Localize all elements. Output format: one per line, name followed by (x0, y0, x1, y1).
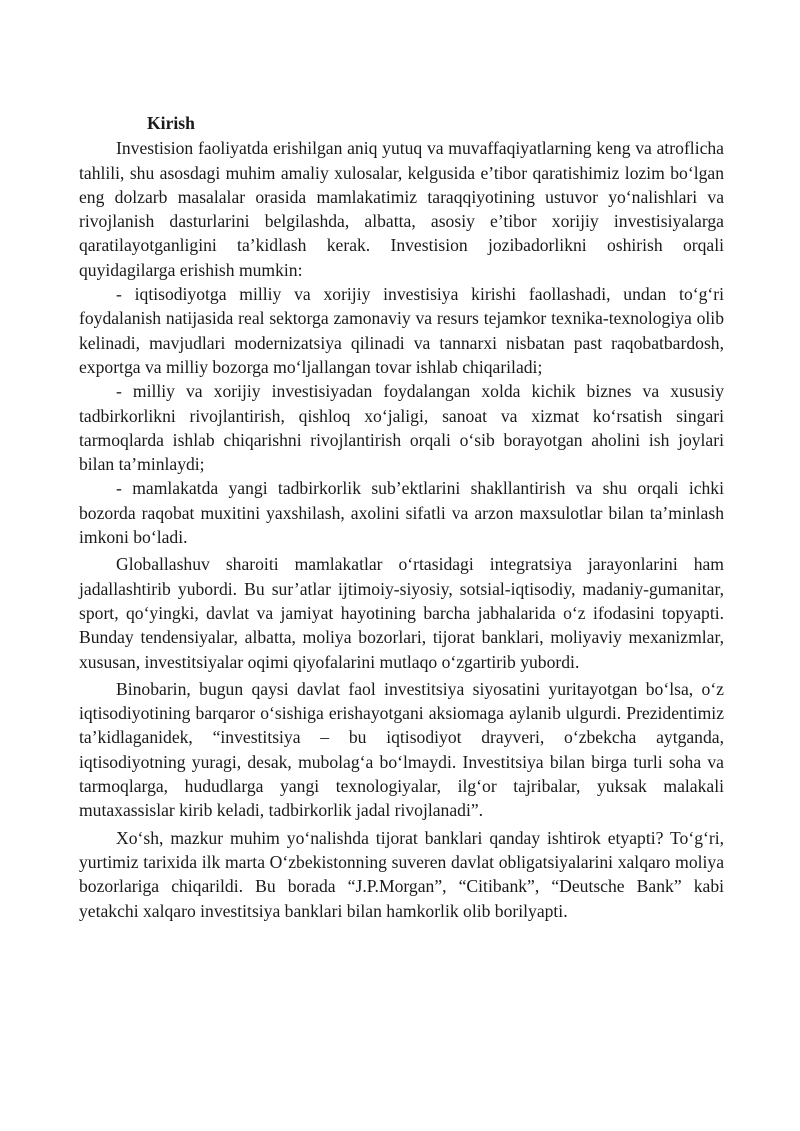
section-heading: Kirish (147, 113, 195, 133)
document-page (79, 111, 724, 923)
paragraph-bullet-2: - milliy va xorijiy investisiyadan foydalangan xolda kichik biznes va xususiy tadbirkorlikni rivojlantirish, qishloq xo‘jaligi, sanoat va xizmat ko‘rsatish singari tarmoqlarda ishlab chiqarishni rivojlantirish orqali o‘sib borayotgan aholini ish joylari bilan ta’minlaydi; (79, 381, 724, 475)
paragraph-bullet-3: - mamlakatda yangi tadbirkorlik sub’ektlarini shakllantirish va shu orqali ichki bozorda raqobat muxitini yaxshilash, axolini sifatli va arzon maxsulotlar bilan ta’minlash imkoni bo‘ladi. (79, 478, 724, 548)
paragraph-bullet-1: - iqtisodiyotga milliy va xorijiy investisiya kirishi faollashadi, undan to‘g‘ri foydalanish natijasida real sektorga zamonaviy va resurs tejamkor texnika-texnologiya olib kelinadi, mavjudlari modernizatsiya qilinadi va tannarxi nisbatan past raqobatbardosh, exportga va milliy bozorga mo‘ljallangan tovar ishlab chiqariladi; (79, 284, 724, 377)
paragraph-intro: Investision faoliyatda erishilgan aniq yutuq va muvaffaqiyatlarning keng va atroflicha tahlili, shu asosdagi muhim amaliy xulosalar, kelgusida e’tibor qaratishimiz lozim bo‘lgan eng dolzarb masalalar orasida mamlakatimiz taraqqiyotining ustuvor yo‘nalishlari va rivojlanish dasturlarini belgilashda, albatta, asosiy e’tibor xorijiy investisiyalarga qaratilayotganligini ta’kidlash kerak. Investision jozibadorlikni oshirish orqali quyidagilarga erishish mumkin: (79, 138, 724, 280)
paragraph-commercial-banks: Xo‘sh, mazkur muhim yo‘nalishda tijorat banklari qanday ishtirok etyapti? To‘g‘ri, yurtimiz tarixida ilk marta O‘zbekistonning suveren davlat obligatsiyalarini xalqaro moliya bozorlariga chiqarildi. Bu borada “J.P.Morgan”, “Citibank”, “Deutsche Bank” kabi yetakchi xalqaro investitsiya banklari bilan hamkorlik olib borilyapti. (79, 827, 724, 921)
paragraph-globalization: Globallashuv sharoiti mamlakatlar o‘rtasidagi integratsiya jarayonlarini ham jadallashtirib yubordi. Bu sur’atlar ijtimoiy-siyosiy, sotsial-iqtisodiy, madaniy-gumanitar, sport, qo‘yingki, davlat va jamiyat hayotining barcha jabhalarida o‘z ifodasini topyapti. Bunday tendensiyalar, albatta, moliya bozorlari, tijorat banklari, moliyaviy mexanizmlar, xususan, investitsiyalar oqimi qiyofalarini mutlaqo o‘zgartirib yubordi. (79, 554, 724, 672)
paragraph-investment-policy: Binobarin, bugun qaysi davlat faol investitsiya siyosatini yuritayotgan bo‘lsa, o‘z iqtisodiyotining barqaror o‘sishiga erishayotgani aksiomaga aylanib ulgurdi. Prezidentimiz ta’kidlaganidek, “investitsiya – bu iqtisodiyot drayveri, o‘zbekcha aytganda, iqtisodiyotning yuragi, desak, mubolag‘a bo‘lmaydi. Investitsiya bilan birga turli soha va tarmoqlarga, hududlarga yangi texnologiyalar, ilg‘or tajribalar, yuksak malakali mutaxassislar kirib keladi, tadbirkorlik jadal rivojlanadi”. (79, 678, 724, 821)
